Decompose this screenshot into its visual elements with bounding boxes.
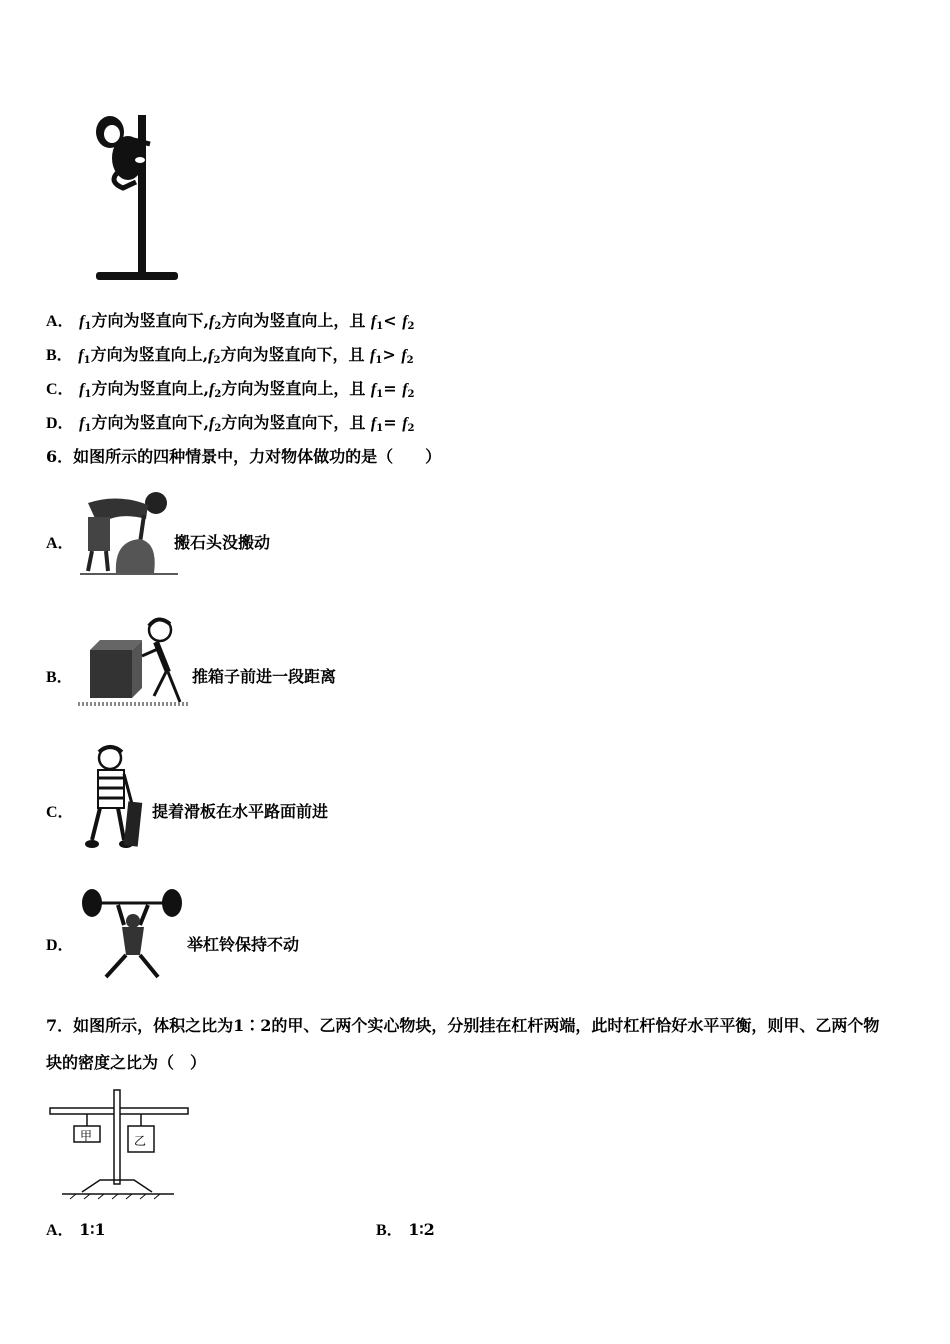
block-yi-label: 乙 — [134, 1134, 147, 1148]
q7-stem-line-2: 块的密度之比为（ ） — [46, 1053, 207, 1072]
pushing-box-illustration — [76, 612, 191, 710]
option-letter: C． — [46, 381, 74, 398]
q7-option-b[interactable] — [376, 1220, 435, 1241]
option-letter: C． — [46, 804, 74, 821]
q5-option-b[interactable]: B． $f_1$方向为竖直向上$,f_2$方向为竖直向下，且 $f_1> f_2$ — [46, 345, 414, 366]
option-caption: 搬石头没搬动 — [174, 533, 271, 552]
q6-option-c[interactable] — [46, 742, 446, 857]
option-letter: B． — [376, 1222, 403, 1239]
q6-option-b[interactable] — [46, 612, 446, 712]
option-letter: D． — [46, 937, 74, 954]
q6-option-d[interactable] — [46, 885, 446, 985]
option-letter: B． — [46, 347, 73, 364]
q7-option-a[interactable] — [46, 1220, 106, 1241]
weightlifting-illustration — [78, 885, 186, 985]
option-letter: A． — [46, 1222, 74, 1239]
option-letter: A． — [46, 535, 74, 552]
option-caption: 举杠铃保持不动 — [187, 935, 300, 954]
block-jia-label: 甲 — [80, 1129, 93, 1143]
q6-stem: 6．如图所示的四种情景中，力对物体做功的是（ ） — [46, 447, 442, 466]
option-value: 1∶1 — [79, 1220, 106, 1239]
option-value: 1∶2 — [408, 1220, 435, 1239]
option-letter: A． — [46, 313, 74, 330]
option-caption: 推箱子前进一段距离 — [192, 667, 337, 686]
q5-option-c[interactable]: C． $f_1$方向为竖直向上$,f_2$方向为竖直向上，且 $f_1= f_2$ — [46, 379, 415, 400]
option-letter: D． — [46, 415, 74, 432]
q7-stem-line-1: 7．如图所示，体积之比为1∶2的甲、乙两个实心物块，分别挂在杠杆两端，此时杠杆恰好水平平衡，则甲、乙两个物 — [46, 1016, 880, 1035]
carrying-skateboard-illustration — [78, 742, 153, 857]
option-caption: 提着滑板在水平路面前进 — [152, 802, 329, 821]
q6-option-a[interactable] — [46, 485, 446, 580]
option-letter: B． — [46, 669, 73, 686]
q5-option-a[interactable]: A． $f_1$方向为竖直向下$,f_2$方向为竖直向上，且 $f_1< f_2$ — [46, 311, 415, 332]
monkey-pole-figure — [88, 110, 188, 290]
lever-figure — [46, 1088, 192, 1200]
q5-option-d[interactable]: D． $f_1$方向为竖直向下$,f_2$方向为竖直向下，且 $f_1= f_2$ — [46, 413, 415, 434]
